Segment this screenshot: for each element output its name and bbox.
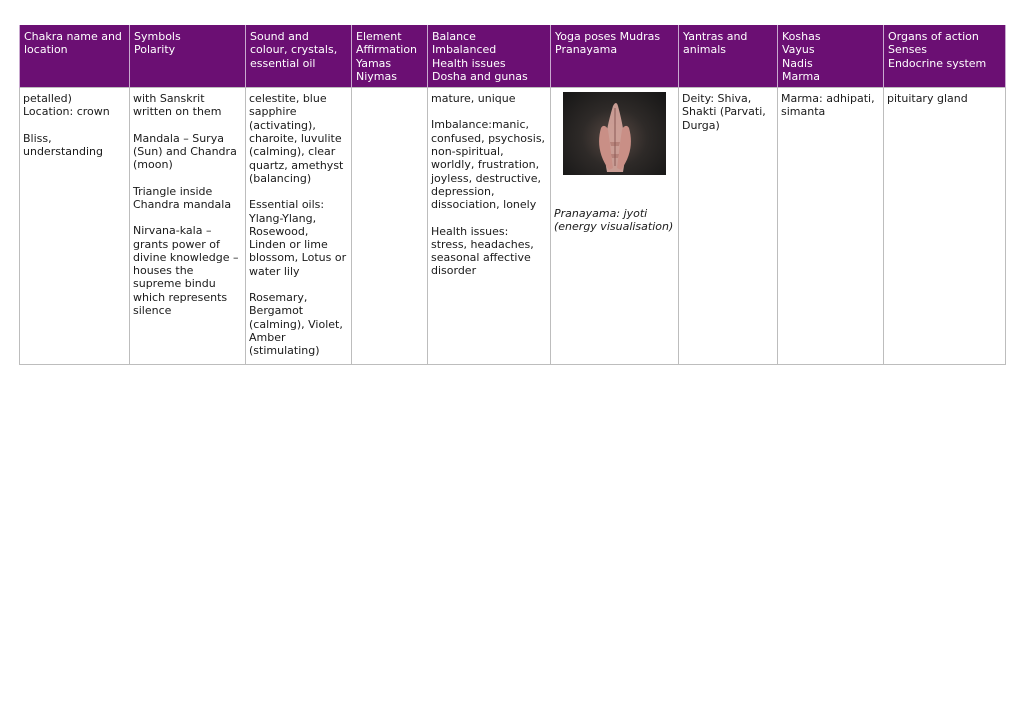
header-organs	[884, 25, 1006, 88]
header-yoga	[551, 25, 679, 88]
header-text: Yoga poses Mudras Pranayama	[555, 30, 664, 57]
cell-text: Bliss, understanding	[23, 131, 103, 159]
header-balance	[428, 25, 551, 88]
cell-koshas	[778, 88, 884, 364]
header-element	[352, 25, 428, 88]
cell-text: Essential oils: Ylang-Ylang, Rosewood, Linden or lime blossom, Lotus or water lily	[249, 198, 347, 278]
cell-text: Imbalance:manic, confused, psychosis, non-spiritual, worldly, frustration, joyless, destructive, depression, dissociation, lonely	[431, 118, 546, 212]
header-text: Imbalanced	[432, 43, 497, 57]
cell-text: Deity: Shiva, Shakti (Parvati, Durga)	[682, 92, 766, 132]
cell-yoga	[551, 88, 679, 364]
cell-text: Mandala – Surya (Sun) and Chandra (moon)	[133, 131, 237, 172]
header-text: Vayus	[782, 43, 815, 57]
cell-text: Triangle inside Chandra mandala	[133, 184, 232, 211]
header-text: Endocrine system	[888, 56, 987, 70]
header-sound	[246, 25, 352, 88]
header-text: Senses	[888, 43, 927, 57]
header-text: Marma	[782, 69, 821, 83]
cell-text: mature, unique	[431, 92, 516, 106]
header-text: Chakra name and location	[24, 30, 126, 57]
cell-sound	[246, 88, 352, 364]
cell-organs	[884, 88, 1006, 364]
header-text: Dosha and gunas	[432, 69, 528, 83]
header-yantras	[679, 25, 778, 88]
cell-text: Rosemary, Bergamot (calming), Violet, Amber (stimulating)	[249, 291, 343, 358]
cell-text: Health issues: stress, headaches, seasonal affective disorder	[431, 224, 534, 278]
header-text: Symbols	[134, 30, 181, 43]
header-text: Nadis	[782, 56, 813, 70]
cell-text: with Sanskrit written on them	[133, 92, 222, 119]
header-text: Yantras and animals	[683, 30, 751, 57]
cell-text: petalled) Location: crown	[23, 92, 110, 119]
header-text: Sound and colour, crystals, essential oil	[250, 30, 341, 70]
mudra-hands-icon	[563, 92, 666, 175]
header-chakra-name	[20, 25, 130, 88]
header-text: Koshas	[782, 30, 821, 43]
cell-chakra-name	[20, 88, 130, 364]
header-text: Niymas	[356, 69, 397, 83]
cell-element	[352, 88, 428, 364]
header-text: Element	[356, 30, 402, 43]
cell-text: Pranayama: jyoti (energy visualisation)	[554, 207, 674, 234]
cell-text: celestite, blue sapphire (activating), charoite, luvulite (calming), clear quartz, amethyst (balancing)	[249, 92, 344, 185]
cell-text: pituitary gland	[887, 92, 968, 106]
header-symbols	[130, 25, 246, 88]
chakra-table	[19, 25, 1006, 365]
header-text: Organs of action	[888, 30, 979, 43]
header-koshas	[778, 25, 884, 88]
header-text: Polarity	[134, 43, 176, 57]
cell-symbols	[130, 88, 246, 364]
cell-balance	[428, 88, 551, 364]
mudra-hands-photo	[563, 92, 666, 175]
cell-text: Marma: adhipati, simanta	[781, 92, 875, 119]
header-text: Yamas	[356, 56, 392, 70]
cell-yantras	[679, 88, 778, 364]
table-row	[20, 88, 1006, 364]
header-text: Balance	[432, 30, 476, 43]
cell-text: Nirvana-kala – grants power of divine knowledge – houses the supreme bindu which represents silence	[133, 224, 239, 318]
header-text: Health issues	[432, 56, 506, 70]
header-row	[20, 25, 1006, 88]
header-text: Affirmation	[356, 43, 418, 57]
